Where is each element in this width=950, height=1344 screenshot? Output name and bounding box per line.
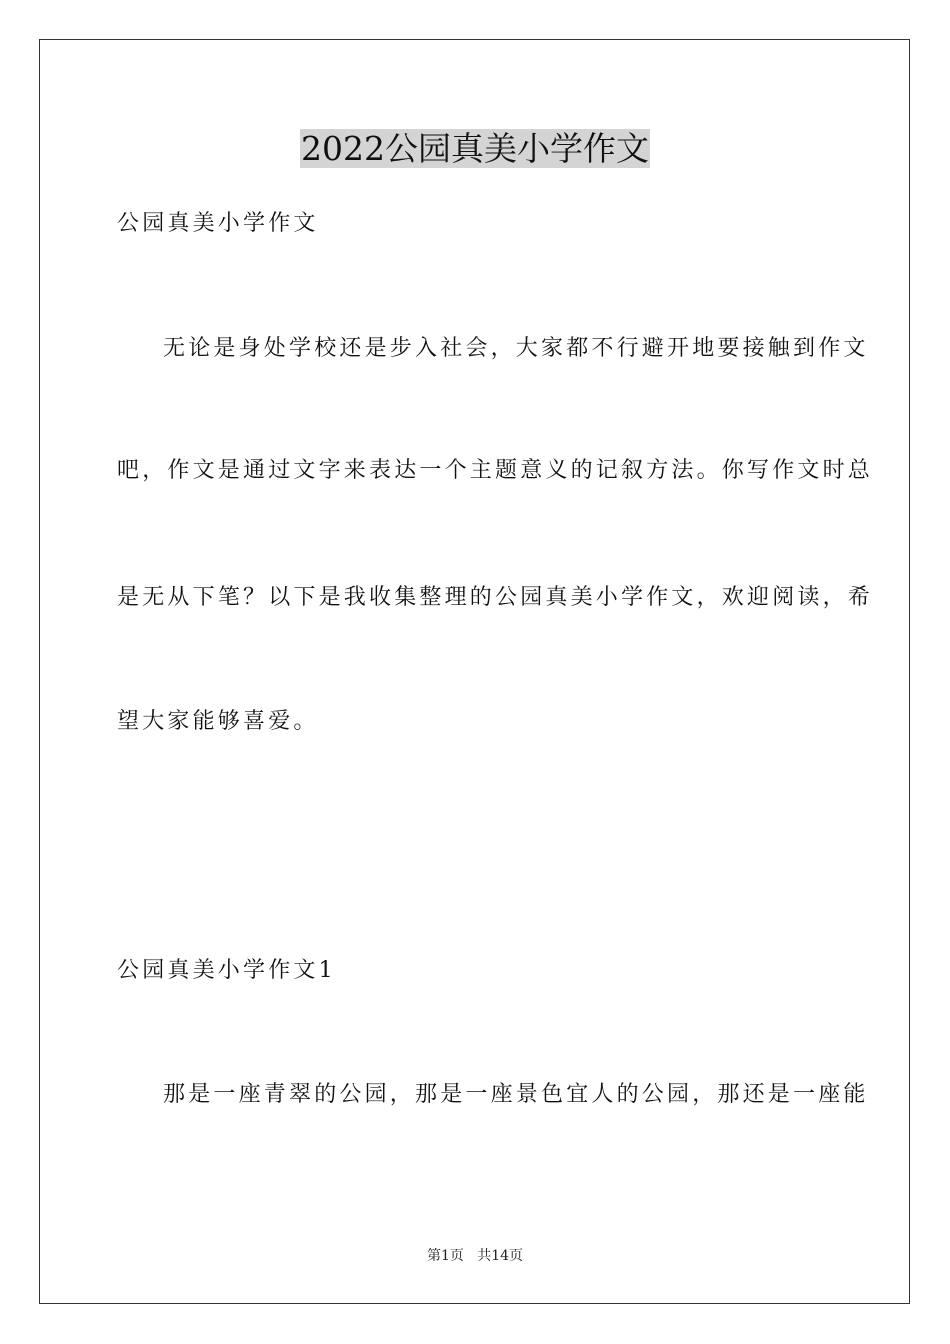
document-subtitle: 公园真美小学作文 xyxy=(117,211,319,236)
document-title xyxy=(0,126,950,172)
page-number-label: 第1页 共14页 xyxy=(426,1248,524,1264)
section-paragraph-line: 那是一座青翠的公园，那是一座景色宜人的公园，那还是一座能 xyxy=(163,1082,869,1107)
page-footer xyxy=(0,1246,950,1266)
intro-paragraph-line: 无论是身处学校还是步入社会，大家都不行避开地要接触到作文 xyxy=(163,336,869,361)
document-title-text: 2022公园真美小学作文 xyxy=(301,129,649,168)
intro-paragraph-line: 望大家能够喜爱。 xyxy=(117,709,319,734)
intro-paragraph-line: 是无从下笔？以下是我收集整理的公园真美小学作文，欢迎阅读，希 xyxy=(117,585,874,610)
section-heading: 公园真美小学作文1 xyxy=(117,958,336,983)
intro-paragraph-line: 吧，作文是通过文字来表达一个主题意义的记叙方法。你写作文时总 xyxy=(117,458,874,483)
